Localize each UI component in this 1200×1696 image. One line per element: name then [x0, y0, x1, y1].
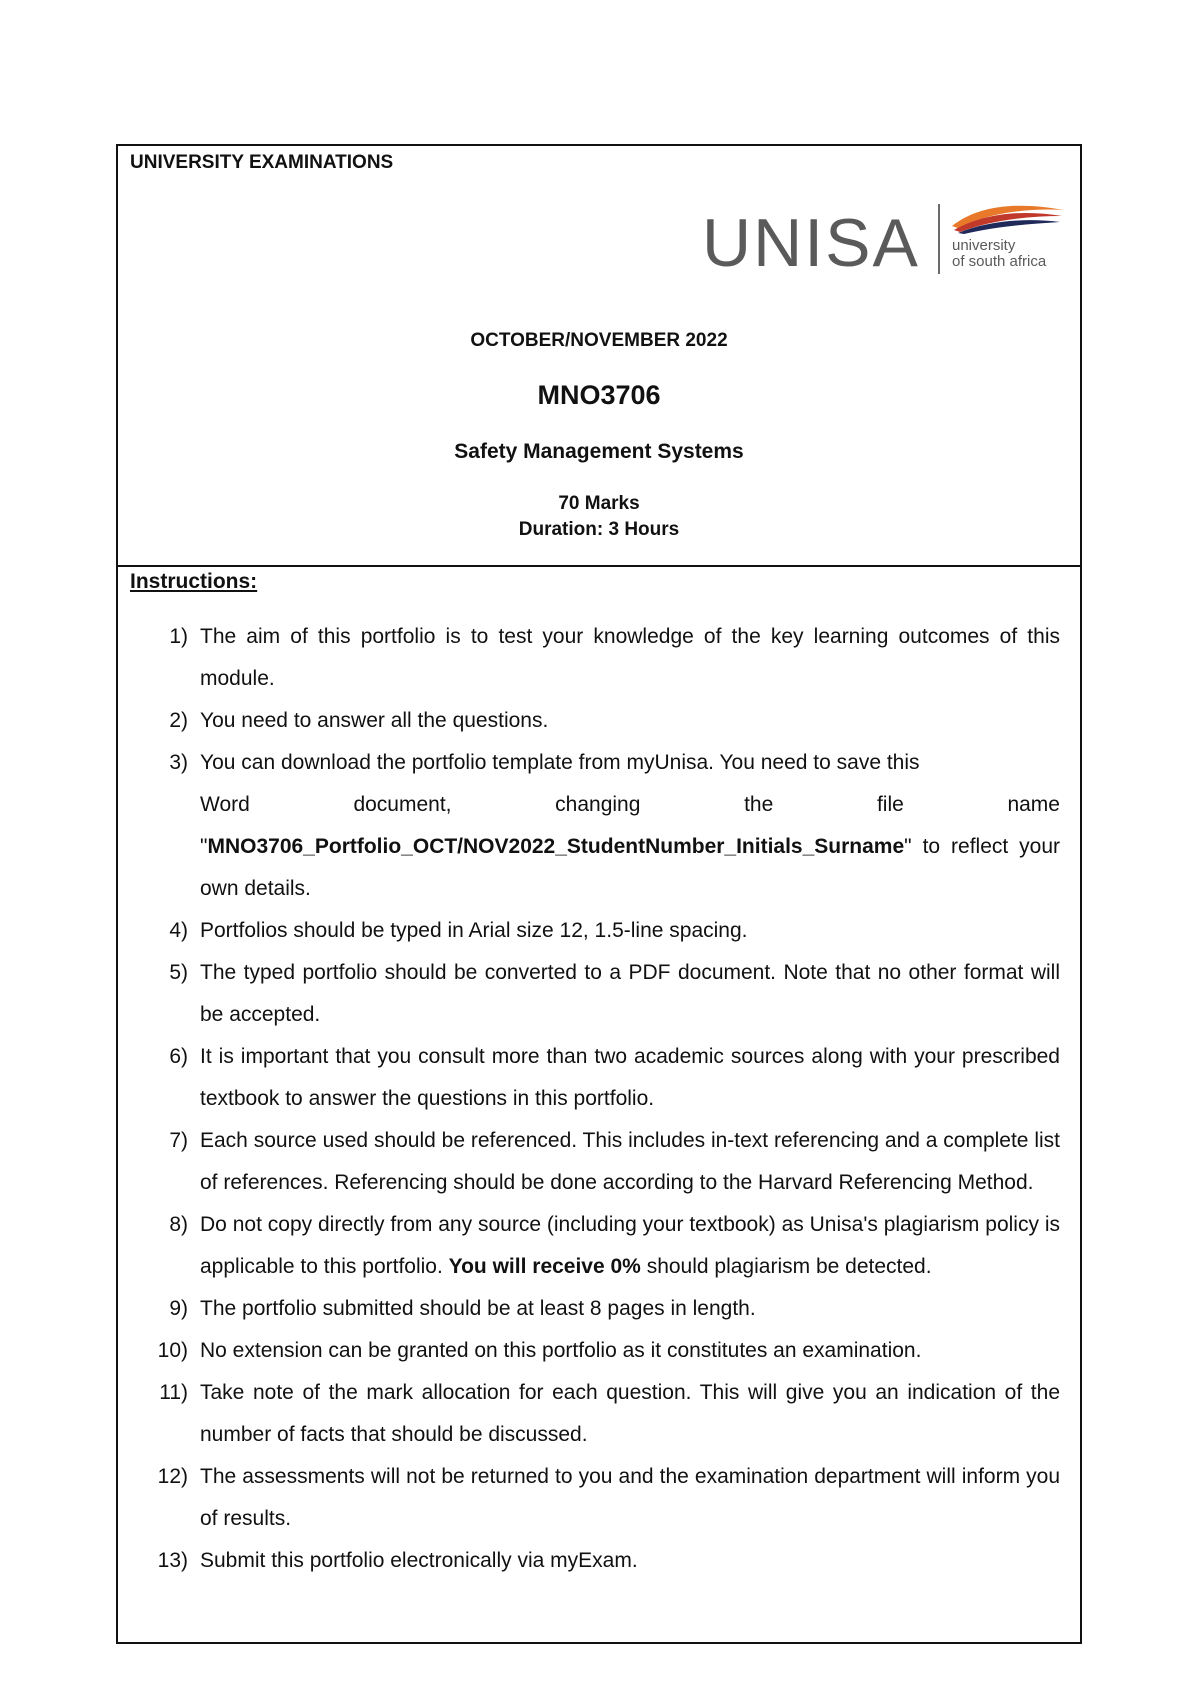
exam-duration: Duration: 3 Hours	[518, 519, 680, 540]
logo-divider	[938, 204, 940, 274]
list-item: 5) The typed portfolio should be converted to a PDF document. Note that no other format will be accepted.	[169, 961, 1060, 1026]
list-item: 1) The aim of this portfolio is to test your knowledge of the key learning outcomes of this module.	[169, 625, 1060, 690]
list-item: 13) Submit this portfolio electronically via myExam.	[157, 1549, 638, 1572]
cover-header	[118, 146, 1080, 567]
module-code: MNO3706	[537, 380, 661, 410]
list-item: 12) The assessments will not be returned to you and the examination department will inform you of results.	[157, 1465, 1060, 1530]
list-item: 7) Each source used should be referenced. This includes in-text referencing and a complete list of references. Referencing should be done according to the Harvard Referencing Method.	[169, 1129, 1060, 1194]
total-marks: 70 Marks	[558, 493, 640, 514]
instructions-heading: Instructions:	[130, 570, 258, 593]
list-item: 11) Take note of the mark allocation for each question. This will give you an indication of the number of facts that should be discussed.	[159, 1381, 1060, 1446]
exam-cover-frame	[116, 144, 1082, 1644]
zero-percent-warning: You will receive 0%	[448, 1255, 641, 1278]
list-item: 2) You need to answer all the questions.	[169, 709, 549, 732]
module-title: Safety Management Systems	[454, 440, 744, 463]
logo-subtitle-line1: university	[952, 237, 1016, 254]
list-item: 10) No extension can be granted on this portfolio as it constitutes an examination.	[157, 1339, 922, 1362]
logo-subtitle	[952, 238, 1046, 270]
filename-pattern: MNO3706_Portfolio_OCT/NOV2022_StudentNumber_Initials_Surname	[207, 835, 905, 858]
list-item: 3) You can download the portfolio template from myUnisa. You need to save this Word document, changing the file name "MNO3706_Portfolio_OCT/NOV2022_StudentNumber_Initials_Surname" to reflect your own details.	[169, 751, 1060, 900]
logo-swoosh-icon	[950, 200, 1066, 234]
university-examinations-label: UNIVERSITY EXAMINATIONS	[130, 152, 394, 173]
logo-subtitle-line2: of south africa	[952, 253, 1047, 270]
list-item: 6) It is important that you consult more than two academic sources along with your prescribed textbook to answer the questions in this portfolio.	[169, 1045, 1060, 1110]
unisa-logo	[702, 200, 1182, 300]
list-item: 4) Portfolios should be typed in Arial size 12, 1.5-line spacing.	[169, 919, 748, 942]
instructions-list	[130, 616, 1060, 1582]
exam-session: OCTOBER/NOVEMBER 2022	[470, 330, 728, 351]
spread-line: Word document, changing the file name	[200, 793, 1060, 816]
list-item: 8) Do not copy directly from any source (including your textbook) as Unisa's plagiarism policy is applicable to this portfolio. You will receive 0% should plagiarism be detected.	[169, 1213, 1060, 1278]
list-item: 9) The portfolio submitted should be at least 8 pages in length.	[169, 1297, 756, 1320]
logo-wordmark: UNISA	[702, 205, 920, 281]
